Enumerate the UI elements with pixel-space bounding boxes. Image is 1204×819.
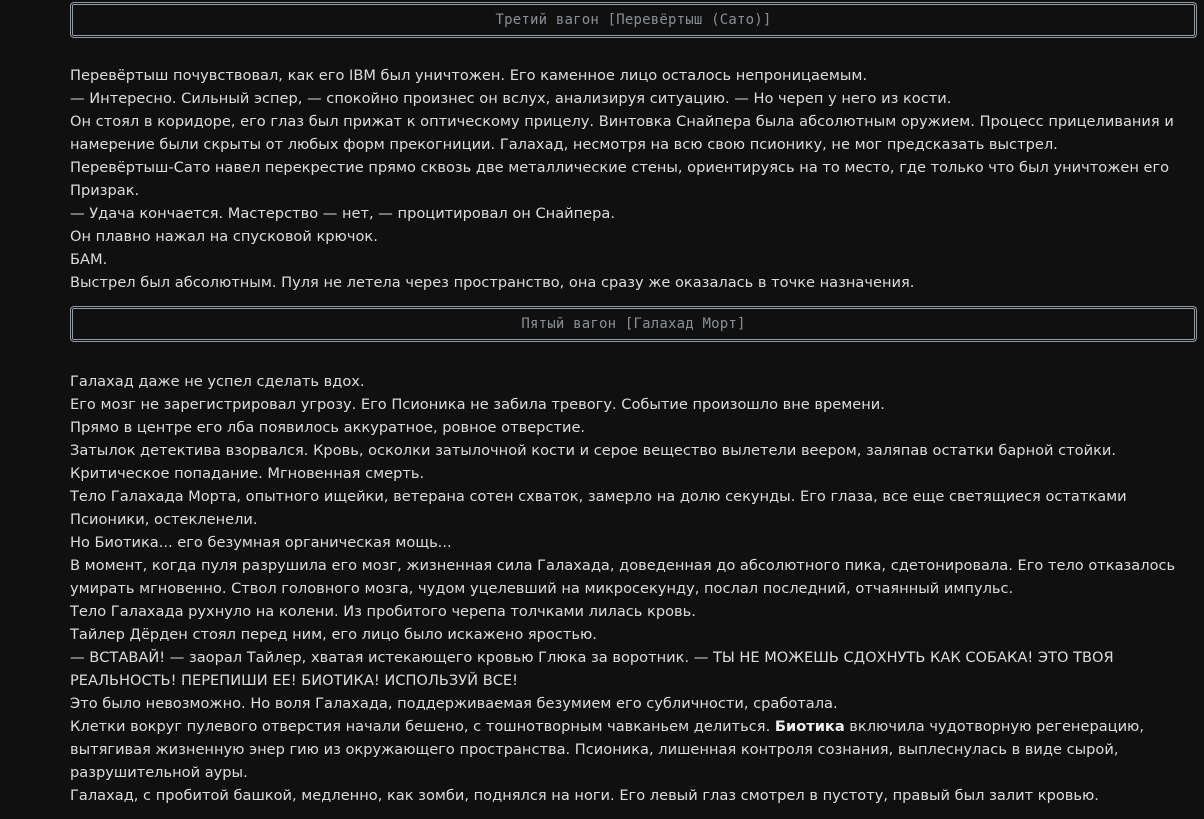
paragraph: В момент, когда пуля разрушила его мозг, жизненная сила Галахада, доведенная до абсолютного пика, сдетонировала. Его тело отказалось умирать мгновенно. Ствол головного мозга, чудом уцелевший на микросекунду, послал последний, отчаянный импульс. [70, 557, 1176, 597]
paragraph: Тайлер Дёрден стоял перед ним, его лицо было искажено яростью. [70, 626, 597, 643]
paragraph: Критическое попадание. Мгновенная смерть. [70, 465, 425, 482]
paragraph: Его мозг не зарегистрировал угрозу. Его Псионика не забила тревогу. Событие произошло вне времени. [70, 396, 885, 413]
paragraph-biotics [70, 715, 1197, 784]
paragraph: Он стоял в коридоре, его глаз был прижат к оптическому прицелу. Винтовка Снайпера была абсолютным оружием. Процесс прицеливания и намерение были скрыты от любых форм прекогниции. Галахад, несмотря на всю свою псионику, не мог предсказать выстрел. [70, 113, 1174, 153]
paragraph: — ВСТАВАЙ! — заорал Тайлер, хватая истекающего кровью Глюка за воротник. — ТЫ НЕ МОЖЕШЬ СДОХНУТЬ КАК СОБАКА! ЭТО ТВОЯ РЕАЛЬНОСТЬ! ПЕРЕПИШИ ЕЕ! БИОТИКА! ИСПОЛЬЗУЙ ВСЕ! [70, 649, 1114, 689]
paragraph: Тело Галахада Морта, опытного ищейки, ветерана сотен схваток, замерло на долю секунды. Его глаза, все еще светящиеся остатками Псионики, остекленели. [70, 488, 1127, 528]
paragraph: Галахад, с пробитой башкой, медленно, как зомби, поднялся на ноги. Его левый глаз смотрел в пустоту, правый был залит кровью. [70, 787, 1099, 804]
section-title: Третий вагон [Перевёртыш (Сато)] [495, 12, 772, 28]
paragraph: — Удача кончается. Мастерство — нет, — процитировал он Снайпера. [70, 205, 616, 222]
paragraph: БАМ. [70, 251, 108, 268]
section-body-third-car [70, 38, 1197, 306]
paragraph: Затылок детектива взорвался. Кровь, осколки затылочной кости и серое вещество вылетели веером, заляпав остатки барной стойки. [70, 442, 1117, 459]
paragraph: Он плавно нажал на спусковой крючок. [70, 228, 378, 245]
section-header-fifth-car [70, 306, 1197, 342]
paragraph: Прямо в центре его лба появилось аккуратное, ровное отверстие. [70, 419, 586, 436]
paragraph: Это было невозможно. Но воля Галахада, поддерживаемая безумием его субличности, сработала. [70, 695, 838, 712]
document-content [70, 2, 1197, 819]
paragraph: Выстрел был абсолютным. Пуля не летела через пространство, она сразу же оказалась в точке назначения. [70, 274, 915, 291]
section-body-fifth-car [70, 342, 1197, 819]
paragraph: — Интересно. Сильный эспер, — спокойно произнес он вслух, анализируя ситуацию. — Но череп у него из кости. [70, 90, 952, 107]
paragraph: Перевёртыш-Сато навел перекрестие прямо сквозь две металлические стены, ориентируясь на то место, где только что был уничтожен его Призрак. [70, 159, 1170, 199]
section-title: Пятый вагон [Галахад Морт] [521, 316, 746, 332]
text-span: Клетки вокруг пулевого отверстия начали бешено, с тошнотворным чавканьем делиться. [70, 718, 775, 735]
section-header-third-car [70, 2, 1197, 38]
paragraph: Галахад даже не успел сделать вдох. [70, 373, 365, 390]
paragraph: Тело Галахада рухнуло на колени. Из пробитого черепа толчками лилась кровь. [70, 603, 696, 620]
text-span: включила чудотворную регенерацию, вытягивая жизненную энер гию из окружающего пространства. Псионика, лишенная контроля сознания, выплеснулась в виде сырой, разрушительной ауры. [70, 718, 1144, 781]
paragraph: Но Биотика... его безумная органическая мощь... [70, 534, 452, 551]
paragraph: Перевёртыш почувствовал, как его IBM был уничтожен. Его каменное лицо осталось непроницаемым. [70, 67, 868, 84]
bold-term: Биотика [774, 718, 845, 735]
